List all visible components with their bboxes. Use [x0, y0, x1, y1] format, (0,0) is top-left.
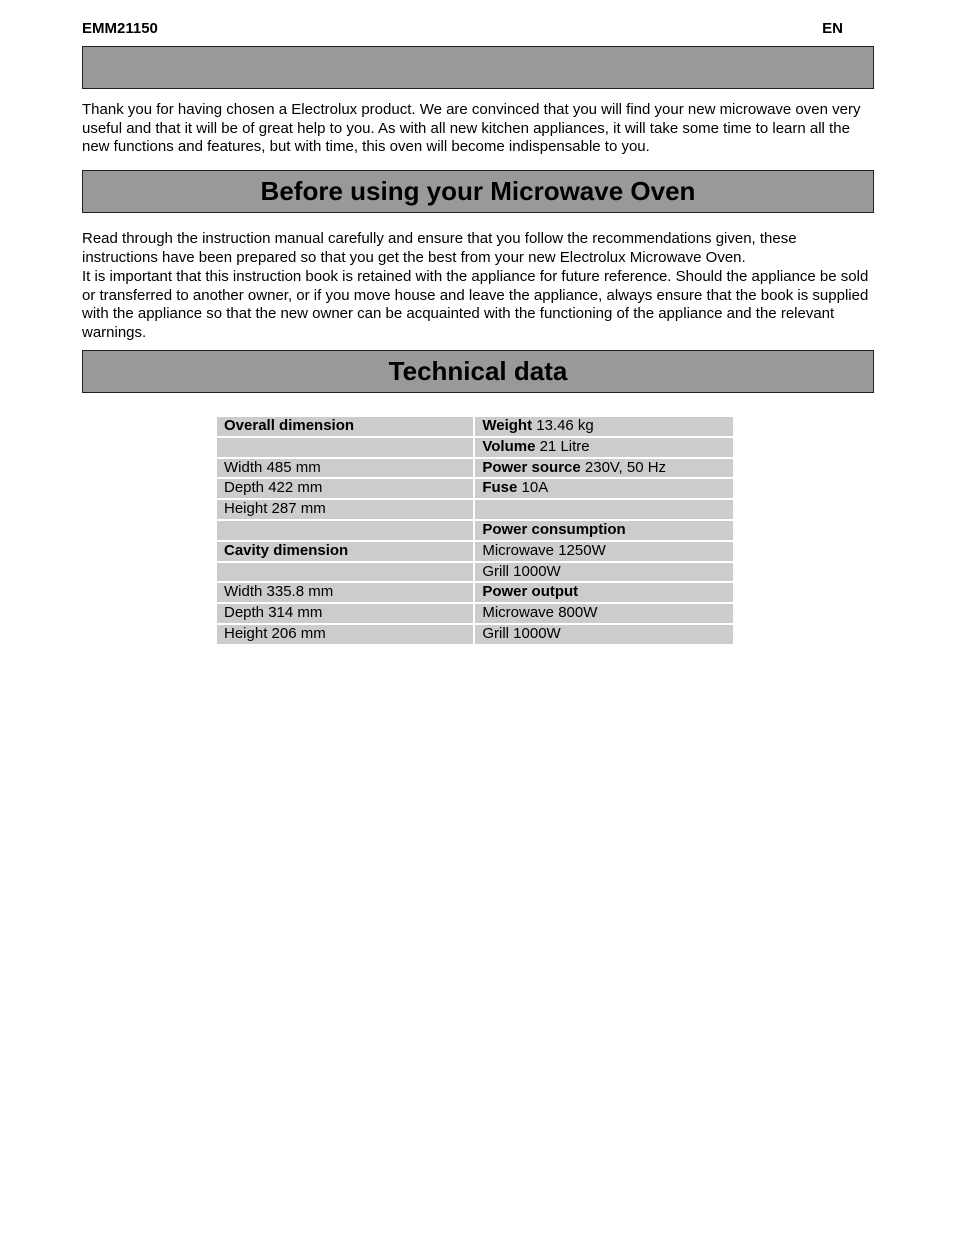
technical-data-table	[215, 415, 735, 646]
table-row	[217, 583, 733, 602]
table-cell-left	[217, 479, 473, 498]
cell-value: Grill 1000W	[482, 562, 561, 580]
table-cell-left	[217, 542, 473, 561]
table-row	[217, 542, 733, 561]
table-row	[217, 459, 733, 478]
cell-label: Volume	[482, 437, 536, 455]
cell-value: 21 Litre	[535, 437, 590, 455]
table-cell-right	[475, 417, 733, 436]
table-row	[217, 479, 733, 498]
table-cell-right	[475, 604, 733, 623]
language-code: EN	[822, 20, 843, 37]
technical-data-heading: Technical data	[82, 350, 874, 393]
table-cell-right	[475, 438, 733, 457]
cell-value: 230V, 50 Hz	[580, 458, 667, 476]
table-cell-right	[475, 542, 733, 561]
table-cell-right	[475, 500, 733, 519]
table-cell-left	[217, 438, 473, 457]
table-row	[217, 417, 733, 436]
cell-label: Power source	[482, 458, 581, 476]
table-cell-left	[217, 625, 473, 644]
table-row	[217, 521, 733, 540]
page-header	[82, 20, 843, 40]
cell-value: Depth 422 mm	[224, 479, 323, 497]
cell-label: Overall dimension	[224, 417, 355, 434]
table-cell-left	[217, 563, 473, 582]
cell-value: 13.46 kg	[532, 417, 594, 434]
title-banner	[82, 46, 874, 89]
table-row	[217, 500, 733, 519]
model-number: EMM21150	[82, 20, 158, 37]
cell-value: Microwave 800W	[482, 604, 598, 622]
table-cell-right	[475, 625, 733, 644]
cell-value: Width 485 mm	[224, 458, 321, 476]
retain-book-paragraph: It is important that this instruction book is retained with the appliance for future reference. Should the appliance be sold or transferred to another owner, or if you move house and leave the appliance, always ensure that the book is supplied with the appliance so that the new owner can be acquainted with the functioning of the appliance and the relevant warnings.	[82, 268, 869, 341]
cell-label: Weight	[482, 417, 533, 434]
cell-value: Depth 314 mm	[224, 604, 323, 622]
table-cell-right	[475, 521, 733, 540]
table-cell-left	[217, 459, 473, 478]
cell-value: Height 206 mm	[224, 624, 326, 642]
before-using-heading: Before using your Microwave Oven	[82, 170, 874, 213]
cell-value: Width 335.8 mm	[224, 583, 334, 601]
table-cell-right	[475, 583, 733, 602]
cell-value: 10A	[517, 479, 549, 497]
table-cell-left	[217, 583, 473, 602]
table-row	[217, 604, 733, 623]
cell-label: Power output	[482, 583, 579, 601]
table-cell-right	[475, 563, 733, 582]
cell-label: Cavity dimension	[224, 541, 349, 559]
table-cell-left	[217, 500, 473, 519]
cell-label: Power consumption	[482, 520, 626, 538]
table-cell-right	[475, 459, 733, 478]
cell-label: Fuse	[482, 479, 518, 497]
table-row	[217, 563, 733, 582]
table-cell-left	[217, 521, 473, 540]
table-cell-left	[217, 417, 473, 436]
table-cell-right	[475, 479, 733, 498]
intro-paragraph: Thank you for having chosen a Electrolux product. We are convinced that you will find your new microwave oven very useful and that it will be of great help to you. As with all new kitchen appliances, it will take some time to learn all the new functions and features, but with time, this oven will become indispensable to you.	[82, 101, 861, 156]
cell-value: Height 287 mm	[224, 500, 326, 518]
table-row	[217, 438, 733, 457]
instructions-paragraph: Read through the instruction manual carefully and ensure that you follow the recommendations given, these instructions have been prepared so that you get the best from your new Electrolux Microwave Oven.	[82, 230, 797, 266]
table-cell-left	[217, 604, 473, 623]
cell-value: Grill 1000W	[482, 624, 561, 642]
cell-value: Microwave 1250W	[482, 541, 606, 559]
table-row	[217, 625, 733, 644]
